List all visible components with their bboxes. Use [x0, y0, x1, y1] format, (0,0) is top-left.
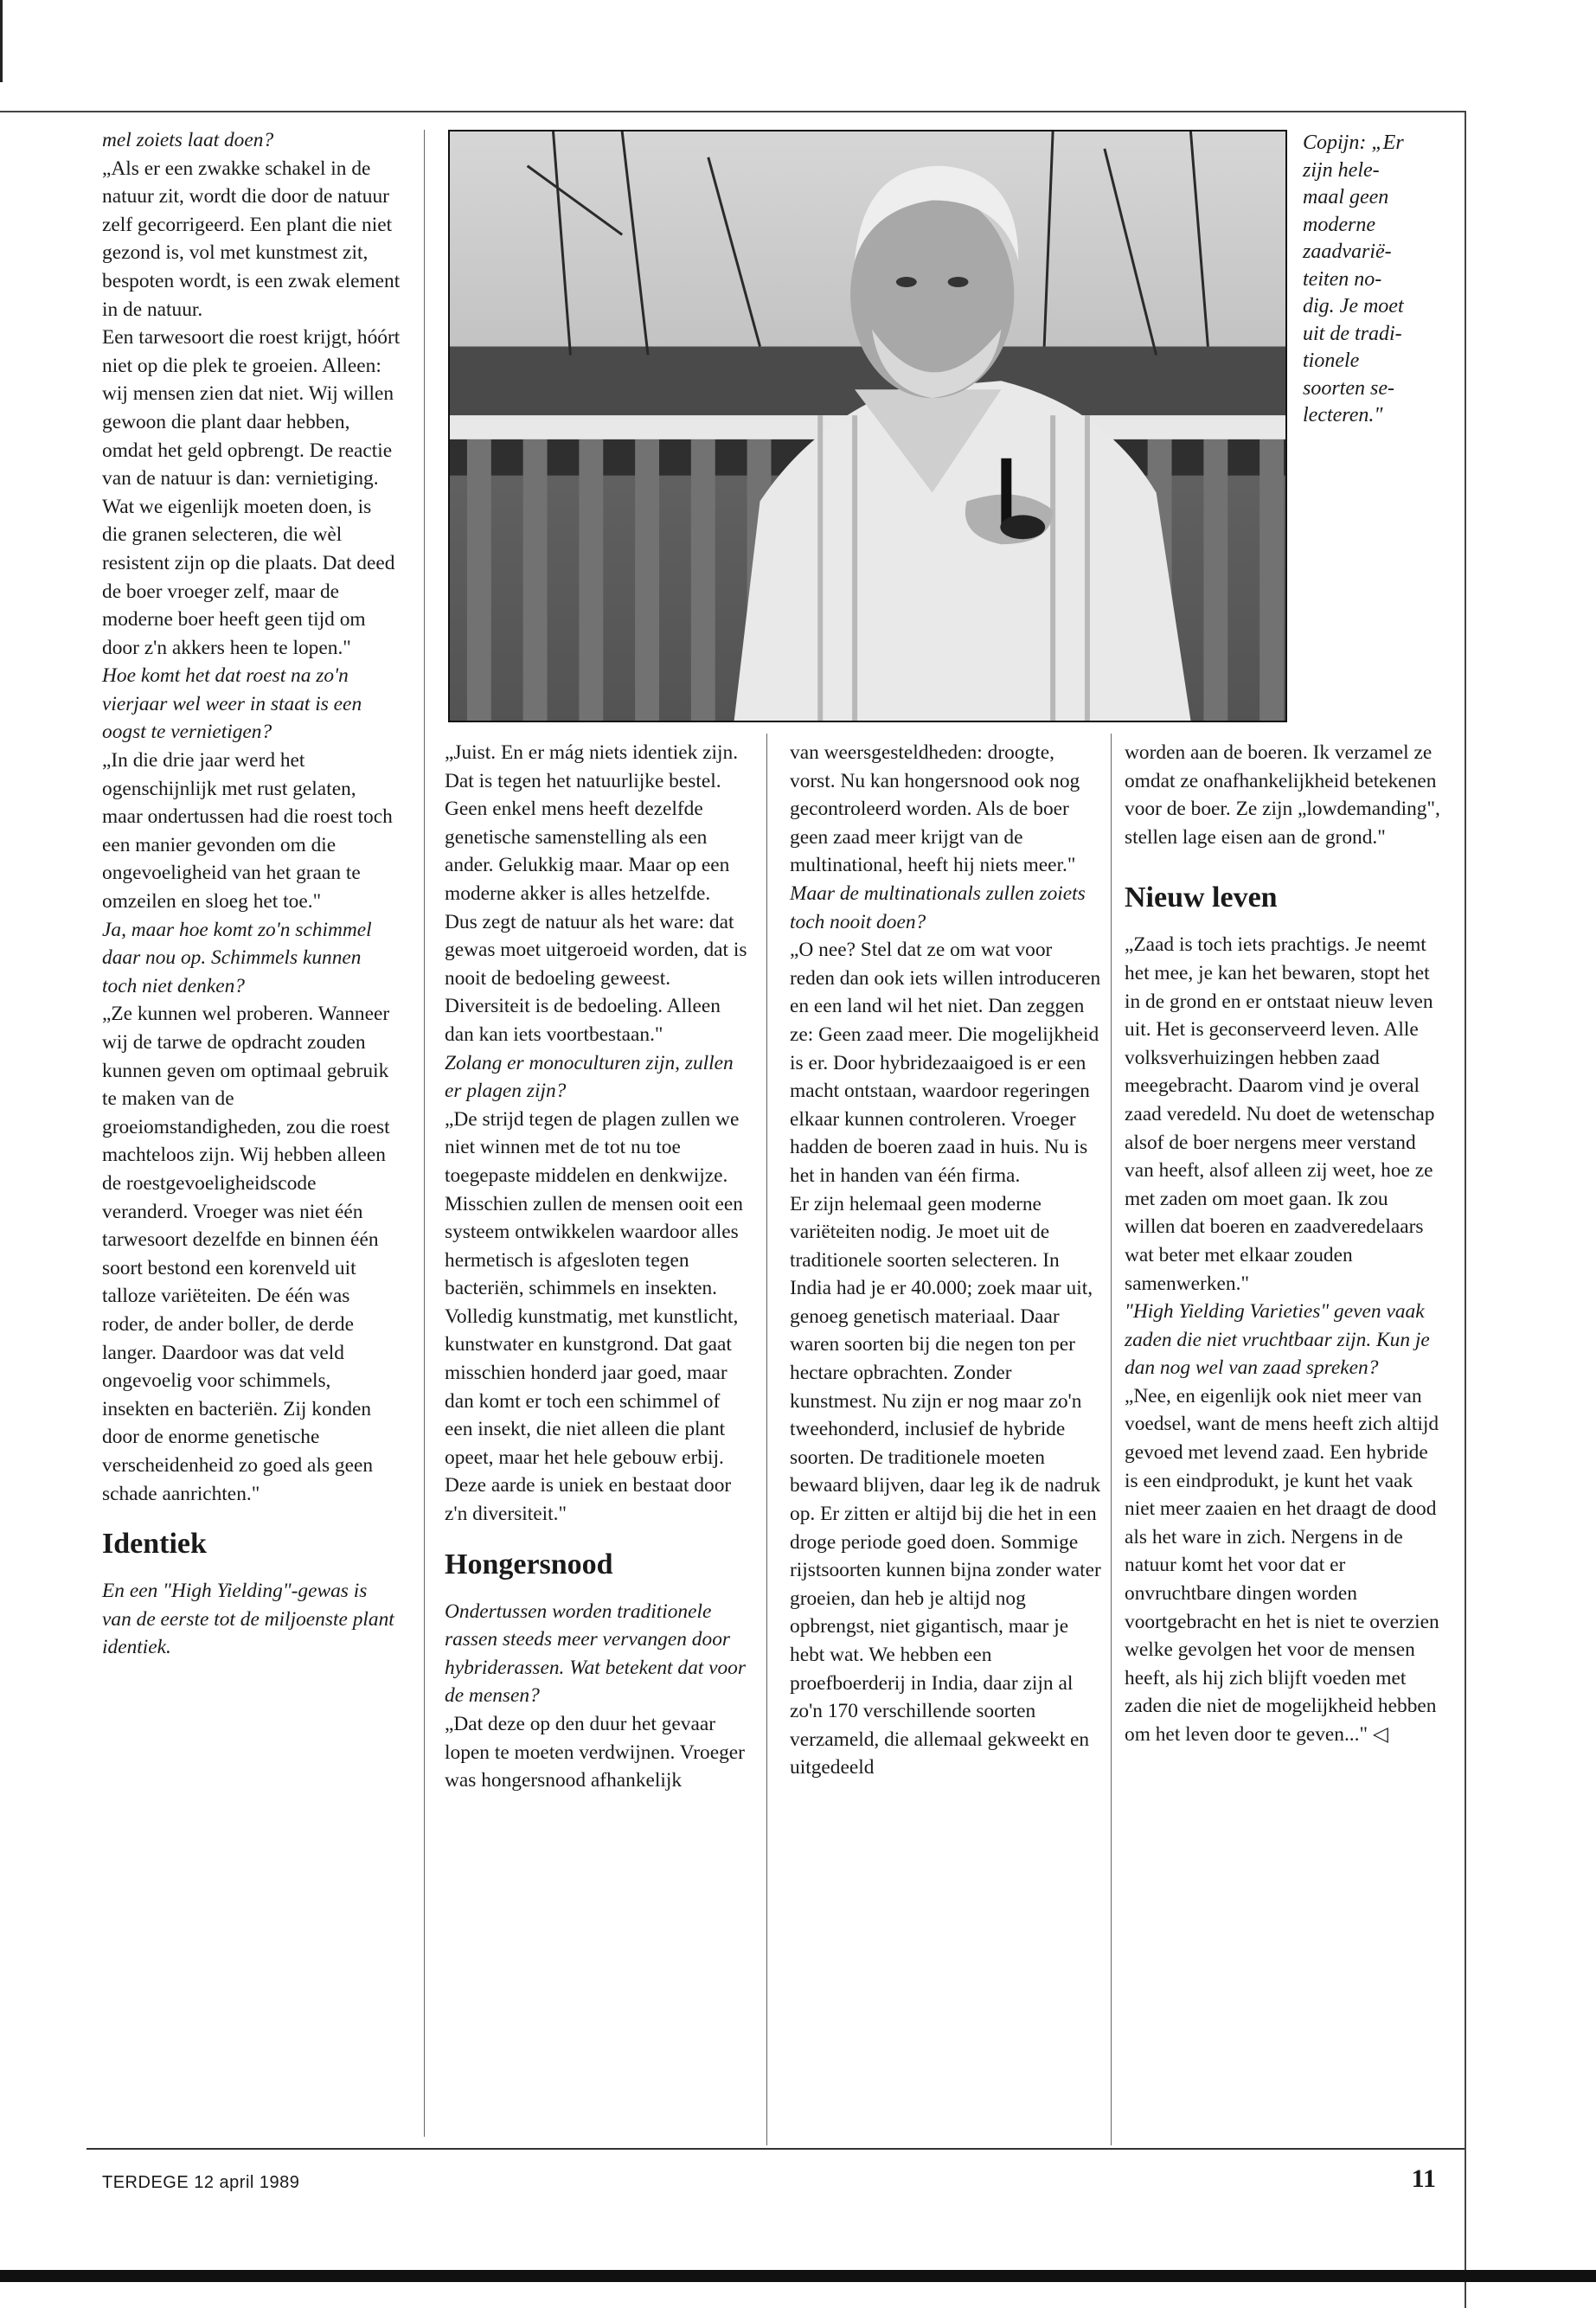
caption-line: uit de tradi-: [1303, 322, 1402, 345]
caption-line: maal geen: [1303, 186, 1389, 208]
body-paragraph: Er zijn helemaal geen moderne variëteiten nodig. Je moet uit de traditionele soorten selecteren. In India had je er 40.000; zoek maar uit, genoeg genetisch materiaal. Daar waren soorten bij die negen ton per hectare opbrachten. Zonder kunstmest. Nu zijn er nog maar zo'n tweehonderd, inclusief de hybride soorten. De traditionele moeten bewaard blijven, daar leg ik de nadruk op. Er zitten er altijd bij die het in een droge periode goed doen. Sommige rijstsoorten kunnen bijna zonder water groeien, dan heb je altijd nog opbrengst, niet gigantisch, maar je hebt wat. We hebben een proefboerderij in India, daar zijn al zo'n 170 verschillende soorten verzameld, die allemaal gekweekt en uitgedeeld: [790, 1192, 1101, 1779]
body-paragraph: „Juist. En er mág niets identiek zijn. Dat is tegen het natuurlijke bestel. Geen enkel mens heeft dezelfde genetische samenstelling als een ander. Gelukkig maar. Maar op een moderne akker is alles hetzelfde. Dus zegt de natuur als het ware: dat gewas moet uitgeroeid worden, dat is nooit de bedoeling geweest. Diversiteit is de bedoeling. Alleen dan kan iets voortbestaan.": [445, 741, 747, 1046]
body-paragraph: „In die drie jaar werd het ogenschijnlijk met rust gelaten, maar ondertussen had die roest toch een manier gevonden om die ongevoeligheid van het graan te omzeilen en sloeg het toe.": [102, 749, 393, 914]
col4-after: [1125, 931, 1440, 1748]
body-paragraph: „Zaad is toch iets prachtigs. Je neemt het mee, je kan het bewaren, stopt het in de grond en er ontstaat nieuw leven uit. Het is geconserveerd leven. Alle volksverhuizingen hebben zaad meegebracht. Daarom vind je overal zaad veredeld. Nu doet de wetenschap alsof de boer nergens meer verstand van heeft, alsof alleen zij weet, hoe ze met zaden om moet gaan. Ik zou willen dat boeren en zaadveredelaars wat beter met elkaar zouden samenwerken.": [1125, 933, 1435, 1295]
col3-body: [790, 739, 1101, 1782]
col1-body: [102, 126, 401, 1508]
caption-line: zaadvarië-: [1303, 240, 1392, 263]
body-paragraph: worden aan de boeren. Ik verzamel ze omdat ze onafhankelijkheid betekenen voor de boer. Ze zijn „lowdemanding", stellen lage eisen aan de grond.": [1125, 741, 1440, 849]
body-paragraph: Een tarwesoort die roest krijgt, hóórt niet op die plek te groeien. Alleen: wij mensen zien dat niet. Wij willen gewoon die plant daar hebben, omdat het geld opbrengt. De reactie van de natuur is dan: vernietiging. Wat we eigenlijk moeten doen, is die granen selecteren, die wèl resistent zijn op die plaats. Dat deed de boer vroeger zelf, maar de moderne boer heeft geen tijd om door z'n akkers heen te lopen.": [102, 326, 401, 659]
body-paragraph: „Dat deze op den duur het gevaar lopen te moeten verdwijnen. Vroeger was hongersnood afhankelijk: [445, 1713, 745, 1792]
photo-caption: [1303, 130, 1445, 430]
page-number: 11: [1411, 2164, 1436, 2193]
publication-line: TERDEGE 12 april 1989: [102, 2173, 300, 2192]
caption-line: tionele: [1303, 349, 1360, 372]
page-edge-left: [0, 0, 3, 82]
body-paragraph: „Als er een zwakke schakel in de natuur zit, wordt die door de natuur zelf gecorrigeerd. Een plant die niet gezond is, vol met kunstmest zit, bespoten wordt, is een zwak element in de natuur.: [102, 157, 401, 321]
subheading-identiek: Identiek: [102, 1528, 207, 1561]
article-column-4: [1125, 739, 1440, 1749]
body-paragraph: „Ze kunnen wel proberen. Wanneer wij de tarwe de opdracht zouden kunnen geven om optimaal gebruik te maken van de groeiomstandigheden, zou die roest machteloos zijn. Wij hebben alleen de roestgevoeligheidscode veranderd. Vroeger was niet één tarwesoort dezelfde en binnen één soort bestond een korenveld uit talloze variëteiten. De één was roder, de ander boller, de derde langer. Daardoor was dat veld ongevoelig voor schimmels, insekten en bacteriën. Zij konden door de enorme genetische verscheidenheid zo goed als geen schade aanrichten.": [102, 1003, 390, 1505]
article-column-3: [790, 739, 1101, 1782]
caption-line: dig. Je moet: [1303, 295, 1404, 317]
interview-question: Ja, maar hoe komt zo'n schimmel daar nou op. Schimmels kunnen toch niet denken?: [102, 918, 372, 997]
scan-bottom-edge: [0, 2270, 1596, 2282]
interview-question: En een "High Yielding"-gewas is van de eerste tot de miljoenste plant identiek.: [102, 1580, 394, 1659]
interview-question: Zolang er monoculturen zijn, zullen er plagen zijn?: [445, 1051, 734, 1103]
body-paragraph: „De strijd tegen de plagen zullen we niet winnen met de tot nu toe toegepaste middelen en denkwijze. Misschien zullen de mensen ooit een systeem ontwikkelen waardoor alles hermetisch is afgesloten tegen bacteriën, schimmels en insekten. Volledig kunstmatig, met kunstlicht, kunstwater en kunstgrond. Dat gaat misschien honderd jaar goed, maar dan komt er toch een schimmel of een insekt, die niet alleen die plant opeet, maar het hele gebouw erbij. Deze aarde is uniek en bestaat door z'n diversiteit.": [445, 1107, 743, 1526]
caption-line: soorten se-: [1303, 376, 1394, 400]
interview-question: "High Yielding Varieties" geven vaak zaden die niet vruchtbaar zijn. Kun je dan nog wel van zaad spreken?: [1125, 1300, 1430, 1380]
caption-line: teiten no-: [1303, 267, 1382, 291]
article-column-1: [102, 126, 401, 1662]
interview-question: Ondertussen worden traditionele rassen steeds meer vervangen door hybriderassen. Wat betekent dat voor de mensen?: [445, 1600, 746, 1708]
interview-question: mel zoiets laat doen?: [102, 129, 274, 151]
caption-line: Copijn: „Er: [1303, 131, 1404, 154]
body-paragraph: van weersgesteldheden: droogte, vorst. Nu kan hongersnood ook nog gecontroleerd worden. Als de boer geen zaad meer krijgt van de multinational, heeft hij niets meer.": [790, 741, 1080, 877]
column-rule-2: [766, 734, 767, 2145]
body-paragraph: „O nee? Stel dat ze om wat voor reden dan ook iets willen introduceren en een land wil het niet. Dan zeggen ze: Geen zaad meer. Die mogelijkheid is er. Door hybridezaaigoed is er een macht ontstaan, waardoor regeringen elkaar kunnen controleren. Vroeger hadden de boeren zaad in huis. Nu is het in handen van één firma.: [790, 939, 1101, 1187]
article-column-2: [445, 739, 747, 1795]
page-edge-right: [1465, 111, 1466, 2308]
page-edge-top: [0, 111, 1466, 112]
col2-body: [445, 739, 747, 1529]
subheading-nieuw-leven: Nieuw leven: [1125, 882, 1278, 914]
caption-line: lecteren.": [1303, 404, 1383, 426]
footer-rule: [87, 2148, 1465, 2150]
caption-line: zijn hele-: [1303, 158, 1380, 182]
col1-after: [102, 1577, 401, 1662]
interview-question: Hoe komt het dat roest na zo'n vierjaar wel weer in staat is een oogst te vernietigen?: [102, 664, 362, 744]
subheading-hongersnood: Hongersnood: [445, 1548, 613, 1580]
interview-question: Maar de multinationals zullen zoiets toch nooit doen?: [790, 882, 1086, 933]
portrait-photo: [448, 130, 1287, 722]
column-rule-1: [424, 130, 425, 2137]
body-paragraph: „Nee, en eigenlijk ook niet meer van voedsel, want de mens heeft zich altijd gevoed met levend zaad. Een hybride is een eindprodukt, je kunt het vaak niet meer zaaien en het draagt de dood als het ware in zich. Nergens in de natuur komt het voor dat er onvruchtbare dingen worden voortgebracht en het is niet te overzien welke gevolgen het voor de mensen heeft, als hij zich blijft voeden met zaden die niet de mogelijkheid hebben om het leven door te geven..." ◁: [1125, 1384, 1439, 1746]
caption-line: moderne: [1303, 213, 1375, 236]
column-rule-3: [1111, 734, 1112, 2145]
col4-body: [1125, 739, 1440, 851]
col2-after: [445, 1598, 747, 1795]
